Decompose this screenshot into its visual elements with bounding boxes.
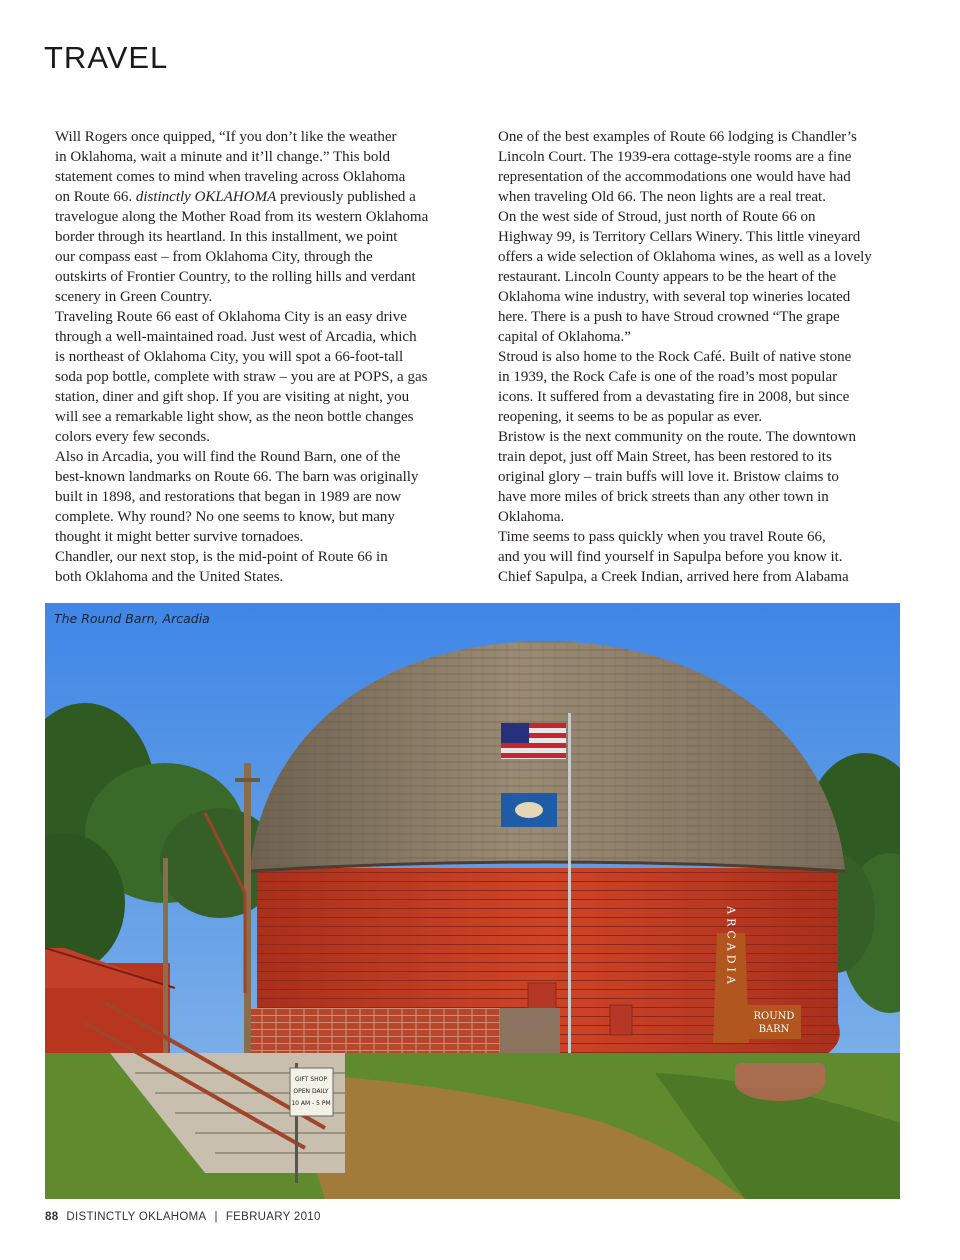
paragraph: [488, 127, 908, 207]
footer-separator: |: [214, 1211, 218, 1223]
section-title: TRAVEL: [44, 40, 169, 75]
text-line: Traveling Route 66 east of Oklahoma City is an easy drive: [55, 309, 407, 325]
text-line: Oklahoma.: [498, 509, 565, 525]
text-line: border through its heartland. In this installment, we point: [55, 229, 398, 245]
text-line: best-known landmarks on Route 66. The barn was originally: [55, 469, 419, 485]
article-column-left: [45, 127, 465, 587]
paragraph: [45, 547, 465, 587]
text-line: will see a remarkable light show, as the neon bottle changes: [55, 409, 414, 425]
text-line: Lincoln Court. The 1939-era cottage-style rooms are a fine: [498, 149, 852, 165]
text-line: reopening, it seems to be as popular as ever.: [498, 409, 763, 425]
text-line: [45, 187, 465, 207]
text-line: in Oklahoma, wait a minute and it’ll change.” This bold: [55, 149, 391, 165]
text-line: colors every few seconds.: [55, 429, 210, 445]
text-line: restaurant. Lincoln County appears to be the heart of the: [498, 269, 837, 285]
text-line: in 1939, the Rock Cafe is one of the road’s most popular: [498, 369, 838, 385]
text-line: complete. Why round? No one seems to know, but many: [55, 509, 395, 525]
text-fragment: previously published a: [280, 189, 416, 205]
paragraph: [488, 427, 908, 527]
svg-text:GIFT SHOP: GIFT SHOP: [295, 1076, 327, 1083]
text-line: scenery in Green Country.: [55, 289, 213, 305]
text-line: and you will find yourself in Sapulpa before you know it.: [498, 549, 843, 565]
text-line: station, diner and gift shop. If you are visiting at night, you: [55, 389, 410, 405]
paragraph: [488, 347, 908, 427]
article-column-right: [488, 127, 908, 587]
text-line: representation of the accommodations one would have had: [498, 169, 851, 185]
text-line: train depot, just off Main Street, has been restored to its: [498, 449, 832, 465]
text-line: thought it might better survive tornadoes.: [55, 529, 304, 545]
text-line: have more miles of brick streets than any other town in: [498, 489, 829, 505]
text-fragment: on Route 66.: [55, 189, 133, 205]
text-line: Also in Arcadia, you will find the Round Barn, one of the: [55, 449, 401, 465]
stone-base-right: [735, 1063, 825, 1101]
round-sign-text: ROUND: [753, 1011, 795, 1022]
text-line: outskirts of Frontier Country, to the rolling hills and verdant: [55, 269, 416, 285]
oklahoma-flag-icon: [501, 793, 557, 827]
page-footer: [45, 1211, 321, 1223]
round-barn-photo: [45, 603, 900, 1199]
text-line: our compass east – from Oklahoma City, through the: [55, 249, 373, 265]
text-line: icons. It suffered from a devastating fire in 2008, but since: [498, 389, 850, 405]
flagpole: [568, 713, 571, 1073]
text-line: built in 1898, and restorations that began in 1989 are now: [55, 489, 402, 505]
text-line: statement comes to mind when traveling across Oklahoma: [55, 169, 406, 185]
publication-name: DISTINCTLY OKLAHOMA: [66, 1211, 207, 1223]
paragraph: [45, 447, 465, 547]
text-line: Chandler, our next stop, is the mid-point of Route 66 in: [55, 549, 388, 565]
arcadia-sign-text: ARCADIA: [724, 906, 738, 988]
text-line: when traveling Old 66. The neon lights are a real treat.: [498, 189, 826, 205]
text-line: Oklahoma wine industry, with several top wineries located: [498, 289, 851, 305]
text-line: offers a wide selection of Oklahoma wines, as well as a lovely: [498, 249, 872, 265]
page-number: 88: [45, 1211, 59, 1223]
text-line: capital of Oklahoma.”: [498, 329, 631, 345]
text-line: through a well-maintained road. Just west of Arcadia, which: [55, 329, 417, 345]
text-line: Stroud is also home to the Rock Café. Built of native stone: [498, 349, 852, 365]
svg-text:10 AM - 5 PM: 10 AM - 5 PM: [291, 1100, 331, 1107]
text-line: One of the best examples of Route 66 lodging is Chandler’s: [498, 129, 857, 145]
paragraph: [488, 527, 908, 587]
round-barn-illustration: [45, 603, 900, 1199]
us-flag-icon: [501, 723, 566, 759]
text-line: original glory – train buffs will love it. Bristow claims to: [498, 469, 839, 485]
text-line: Chief Sapulpa, a Creek Indian, arrived here from Alabama: [498, 569, 849, 585]
text-line: On the west side of Stroud, just north of Route 66 on: [498, 209, 816, 225]
barn-sign-text: BARN: [758, 1024, 790, 1035]
brick-wall: [250, 1008, 540, 1053]
issue-date: FEBRUARY 2010: [225, 1211, 321, 1223]
text-line: travelogue along the Mother Road from its western Oklahoma: [55, 209, 429, 225]
text-line: Highway 99, is Territory Cellars Winery. This little vineyard: [498, 229, 861, 245]
text-line: Will Rogers once quipped, “If you don’t like the weather: [55, 129, 397, 145]
publication-name: distinctly OKLAHOMA: [135, 189, 277, 205]
text-line: Time seems to pass quickly when you travel Route 66,: [498, 529, 826, 545]
text-line: both Oklahoma and the United States.: [55, 569, 284, 585]
barn-door: [528, 983, 556, 1011]
svg-text:OPEN DAILY: OPEN DAILY: [293, 1088, 329, 1095]
text-line: soda pop bottle, complete with straw – you are at POPS, a gas: [55, 369, 428, 385]
text-line: is northeast of Oklahoma City, you will spot a 66-foot-tall: [55, 349, 404, 365]
text-line: Bristow is the next community on the route. The downtown: [498, 429, 857, 445]
paragraph: [488, 207, 908, 347]
text-line: here. There is a push to have Stroud crowned “The grape: [498, 309, 840, 325]
photo-caption: The Round Barn, Arcadia: [54, 611, 210, 626]
paragraph: [45, 127, 465, 307]
paragraph: [45, 307, 465, 447]
